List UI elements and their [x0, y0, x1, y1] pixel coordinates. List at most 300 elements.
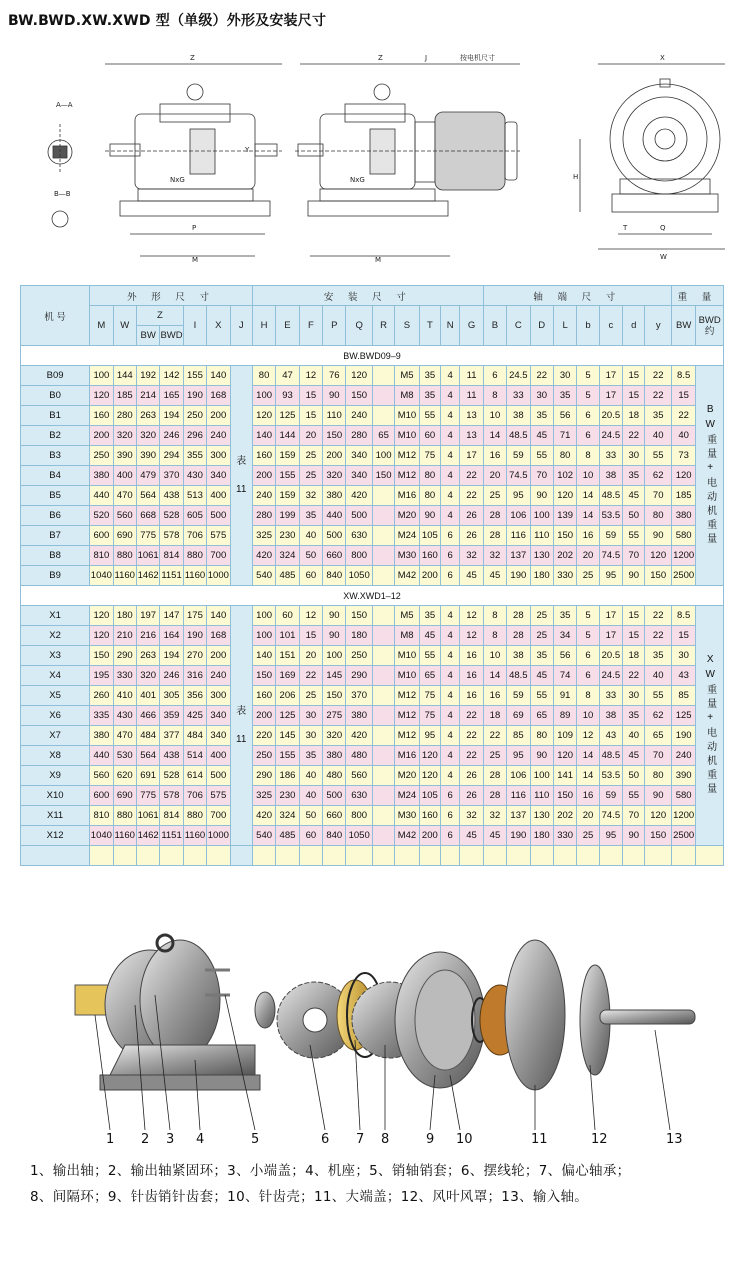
value-cell: 33 [599, 686, 622, 706]
value-cell: 16 [460, 686, 483, 706]
value-cell: 197 [136, 606, 159, 626]
value-cell: 210 [113, 626, 136, 646]
blank-cell [696, 846, 724, 866]
value-cell: 4 [441, 366, 460, 386]
value-cell: 25 [530, 606, 553, 626]
value-cell: 60 [299, 826, 322, 846]
value-cell: 150 [553, 786, 576, 806]
table-row [21, 446, 724, 466]
value-cell: 30 [530, 386, 553, 406]
dim-w: W [660, 253, 667, 261]
value-cell: 33 [507, 386, 530, 406]
value-cell: 5 [577, 366, 599, 386]
dim-h: H [573, 173, 579, 181]
blank-cell [346, 846, 372, 866]
value-cell: 240 [252, 486, 275, 506]
value-cell: 16 [483, 686, 506, 706]
dim-p: P [192, 224, 197, 232]
value-cell: 564 [136, 746, 159, 766]
dim-m: M [192, 256, 199, 264]
value-cell: 12 [460, 626, 483, 646]
model-cell: B0 [21, 386, 90, 406]
value-cell: 206 [276, 686, 299, 706]
value-cell: 80 [419, 486, 440, 506]
model-cell: X4 [21, 666, 90, 686]
value-cell: 275 [323, 706, 346, 726]
parts-legend [30, 1158, 730, 1210]
value-cell: 4 [441, 626, 460, 646]
value-cell: 380 [90, 466, 113, 486]
value-cell: 25 [299, 466, 322, 486]
value-cell: 73 [671, 446, 695, 466]
value-cell: 480 [323, 766, 346, 786]
blank-cell [323, 846, 346, 866]
value-cell: 16 [460, 666, 483, 686]
value-cell: 880 [183, 806, 206, 826]
value-cell: 160 [90, 406, 113, 426]
value-cell: 125 [276, 406, 299, 426]
value-cell: 80 [530, 726, 553, 746]
value-cell [372, 486, 394, 506]
value-cell: 150 [372, 466, 394, 486]
value-cell: 630 [346, 786, 372, 806]
value-cell: 500 [346, 506, 372, 526]
value-cell: 40 [645, 426, 671, 446]
col-j: J [230, 306, 252, 346]
value-cell: 55 [530, 686, 553, 706]
value-cell: 90 [530, 486, 553, 506]
model-cell: B9 [21, 566, 90, 586]
value-cell: 45 [419, 626, 440, 646]
value-cell: 6 [441, 526, 460, 546]
value-cell: 250 [346, 646, 372, 666]
value-cell: 15 [299, 626, 322, 646]
value-cell: 690 [113, 786, 136, 806]
value-cell: 186 [276, 766, 299, 786]
blank-cell [553, 846, 576, 866]
header-install: 安 装 尺 寸 [252, 286, 483, 306]
value-cell: 164 [160, 626, 183, 646]
value-cell: 160 [252, 686, 275, 706]
value-cell: 40 [623, 726, 645, 746]
value-cell: 56 [553, 646, 576, 666]
value-cell: M20 [395, 766, 419, 786]
value-cell: 22 [460, 486, 483, 506]
value-cell: 25 [530, 626, 553, 646]
value-cell: 90 [530, 746, 553, 766]
value-cell: 105 [419, 526, 440, 546]
value-cell: 814 [160, 546, 183, 566]
value-cell: 380 [323, 746, 346, 766]
value-cell: 390 [113, 446, 136, 466]
value-cell: M30 [395, 546, 419, 566]
value-cell: 330 [553, 566, 576, 586]
value-cell: 25 [483, 486, 506, 506]
value-cell: 56 [553, 406, 576, 426]
value-cell: 14 [577, 506, 599, 526]
value-cell: M30 [395, 806, 419, 826]
value-cell: 22 [460, 706, 483, 726]
value-cell: 246 [160, 426, 183, 446]
part-number-12: 12 [591, 1132, 608, 1147]
value-cell: 28 [483, 526, 506, 546]
value-cell: 479 [136, 466, 159, 486]
blank-cell [671, 846, 695, 866]
value-cell: 55 [419, 646, 440, 666]
blank-cell [21, 846, 90, 866]
value-cell: 246 [160, 666, 183, 686]
value-cell: 4 [441, 406, 460, 426]
value-cell: 6 [577, 666, 599, 686]
table-row [21, 486, 724, 506]
blank-cell [113, 846, 136, 866]
value-cell: 2500 [671, 826, 695, 846]
value-cell: 71 [553, 426, 576, 446]
value-cell: 400 [207, 486, 230, 506]
value-cell: 10 [577, 706, 599, 726]
value-cell: M8 [395, 626, 419, 646]
value-cell [372, 386, 394, 406]
table-row [21, 646, 724, 666]
weight-note: BW重量+电动机重量 [696, 366, 724, 586]
value-cell: 192 [136, 366, 159, 386]
value-cell: 377 [160, 726, 183, 746]
part-number-3: 3 [166, 1132, 175, 1147]
model-cell: B4 [21, 466, 90, 486]
table-row [21, 686, 724, 706]
j-column-note: 表 11 [230, 606, 252, 846]
value-cell: 500 [323, 526, 346, 546]
value-cell: 706 [183, 786, 206, 806]
value-cell: 316 [183, 666, 206, 686]
value-cell: 35 [419, 366, 440, 386]
value-cell: 2500 [671, 566, 695, 586]
value-cell: 380 [346, 706, 372, 726]
value-cell: 55 [623, 786, 645, 806]
value-cell: 6 [441, 786, 460, 806]
value-cell: 814 [160, 806, 183, 826]
value-cell: 45 [460, 826, 483, 846]
value-cell: 4 [441, 386, 460, 406]
value-cell: 356 [183, 686, 206, 706]
blank-cell [419, 846, 440, 866]
value-cell: 15 [671, 626, 695, 646]
value-cell: 14 [577, 746, 599, 766]
value-cell: 120 [645, 806, 671, 826]
value-cell: 340 [346, 446, 372, 466]
value-cell: 59 [599, 526, 622, 546]
value-cell: 38 [507, 646, 530, 666]
value-cell: 130 [530, 546, 553, 566]
value-cell: 390 [136, 446, 159, 466]
value-cell: M12 [395, 686, 419, 706]
table-row [21, 826, 724, 846]
value-cell: 359 [160, 706, 183, 726]
series-row-xw [21, 586, 724, 606]
col-q: Q [346, 306, 372, 346]
value-cell: 59 [599, 786, 622, 806]
value-cell: 48.5 [507, 426, 530, 446]
value-cell: 560 [90, 766, 113, 786]
value-cell: 62 [645, 466, 671, 486]
value-cell: 320 [113, 426, 136, 446]
value-cell: 6 [483, 366, 506, 386]
col-s: S [395, 306, 419, 346]
table-row [21, 426, 724, 446]
value-cell: 35 [623, 466, 645, 486]
value-cell: 30 [299, 706, 322, 726]
value-cell: 325 [252, 786, 275, 806]
value-cell: 280 [346, 426, 372, 446]
value-cell [372, 806, 394, 826]
table-row [21, 766, 724, 786]
value-cell: 25 [577, 826, 599, 846]
value-cell: 55 [645, 686, 671, 706]
value-cell: 32 [483, 546, 506, 566]
value-cell: 335 [90, 706, 113, 726]
value-cell: 200 [323, 446, 346, 466]
value-cell: 425 [183, 706, 206, 726]
table-row [21, 386, 724, 406]
value-cell: 24.5 [599, 426, 622, 446]
value-cell: 14 [577, 766, 599, 786]
value-cell: 120 [553, 746, 576, 766]
value-cell: 1040 [90, 826, 113, 846]
value-cell: 141 [553, 766, 576, 786]
value-cell: M16 [395, 746, 419, 766]
value-cell: 45 [530, 666, 553, 686]
value-cell: 16 [460, 646, 483, 666]
col-z-bwd: BWD [160, 326, 183, 346]
value-cell: 195 [90, 666, 113, 686]
value-cell: 22 [645, 366, 671, 386]
blank-cell [577, 846, 599, 866]
value-cell: 40 [645, 666, 671, 686]
value-cell: 95 [599, 566, 622, 586]
value-cell: 45 [623, 746, 645, 766]
col-i: I [183, 306, 206, 346]
value-cell: 324 [276, 546, 299, 566]
value-cell: 380 [323, 486, 346, 506]
dim-m-2: M [375, 256, 382, 264]
value-cell: 14 [577, 486, 599, 506]
value-cell: 160 [419, 806, 440, 826]
exploded-view-svg [55, 925, 705, 1150]
value-cell: 180 [346, 626, 372, 646]
value-cell [372, 726, 394, 746]
value-cell: 4 [441, 486, 460, 506]
value-cell: 370 [346, 686, 372, 706]
value-cell: 130 [530, 806, 553, 826]
value-cell: 1050 [346, 566, 372, 586]
weight-note: XW重量+电动机重量 [696, 606, 724, 846]
value-cell: 35 [530, 646, 553, 666]
col-d-upper: D [530, 306, 553, 346]
value-cell: 100 [530, 766, 553, 786]
value-cell: 13 [460, 426, 483, 446]
motor-size-label: 按电机尺寸 [460, 54, 495, 62]
value-cell: 70 [645, 746, 671, 766]
model-cell: X10 [21, 786, 90, 806]
value-cell: 35 [645, 406, 671, 426]
col-e: E [276, 306, 299, 346]
value-cell: 147 [160, 606, 183, 626]
value-cell: 438 [160, 746, 183, 766]
blank-row [21, 846, 724, 866]
value-cell: 140 [207, 366, 230, 386]
value-cell: 14 [483, 666, 506, 686]
value-cell: 70 [623, 546, 645, 566]
value-cell: 30 [299, 726, 322, 746]
blank-cell [136, 846, 159, 866]
value-cell: 50 [623, 506, 645, 526]
value-cell: 80 [252, 366, 275, 386]
value-cell: 155 [276, 746, 299, 766]
value-cell: 305 [160, 686, 183, 706]
series-label: BW.BWD09–9 [21, 346, 724, 366]
value-cell: 59 [507, 446, 530, 466]
value-cell: 420 [346, 726, 372, 746]
value-cell: 85 [507, 726, 530, 746]
value-cell: 40 [671, 426, 695, 446]
value-cell: 300 [207, 686, 230, 706]
value-cell: 22 [483, 726, 506, 746]
value-cell: 194 [160, 646, 183, 666]
value-cell: 22 [299, 666, 322, 686]
value-cell: 202 [553, 546, 576, 566]
value-cell: 4 [441, 706, 460, 726]
value-cell [372, 786, 394, 806]
value-cell: 15 [299, 386, 322, 406]
value-cell: 53.5 [599, 766, 622, 786]
value-cell: 100 [252, 626, 275, 646]
value-cell: 13 [460, 406, 483, 426]
value-cell: 470 [113, 486, 136, 506]
value-cell: 6 [441, 806, 460, 826]
value-cell: M42 [395, 566, 419, 586]
value-cell: 125 [276, 706, 299, 726]
value-cell: 10 [483, 646, 506, 666]
value-cell: 90 [323, 386, 346, 406]
value-cell: 150 [346, 606, 372, 626]
value-cell: 20 [577, 806, 599, 826]
value-cell: 34 [553, 626, 576, 646]
value-cell: M5 [395, 606, 419, 626]
value-cell: 90 [419, 506, 440, 526]
value-cell: 8 [483, 386, 506, 406]
value-cell: 440 [90, 486, 113, 506]
value-cell: 26 [460, 766, 483, 786]
value-cell: 80 [553, 446, 576, 466]
model-cell: B3 [21, 446, 90, 466]
model-cell: X6 [21, 706, 90, 726]
value-cell: 159 [276, 446, 299, 466]
legend-line-1: 1、输出轴；2、输出轴紧固环；3、小端盖；4、机座；5、销轴销套；6、摆线轮；7、偏心轴承； [30, 1163, 631, 1179]
value-cell: 370 [160, 466, 183, 486]
value-cell: 45 [483, 826, 506, 846]
value-cell: 880 [113, 546, 136, 566]
value-cell: 17 [599, 386, 622, 406]
value-cell: 150 [90, 646, 113, 666]
blank-cell [183, 846, 206, 866]
value-cell: 26 [460, 786, 483, 806]
value-cell: 700 [207, 806, 230, 826]
value-cell: 290 [346, 666, 372, 686]
value-cell: 43 [671, 666, 695, 686]
value-cell: 120 [90, 626, 113, 646]
value-cell: 28 [483, 506, 506, 526]
value-cell: 32 [460, 806, 483, 826]
value-cell: 30 [553, 366, 576, 386]
value-cell: 194 [160, 406, 183, 426]
value-cell: 8 [483, 626, 506, 646]
value-cell: 250 [90, 446, 113, 466]
value-cell: 150 [346, 386, 372, 406]
value-cell: 95 [419, 726, 440, 746]
value-cell: 1061 [136, 546, 159, 566]
model-cell: X8 [21, 746, 90, 766]
part-number-2: 2 [141, 1132, 150, 1147]
value-cell: 150 [645, 566, 671, 586]
value-cell: 564 [136, 486, 159, 506]
value-cell: 76 [323, 366, 346, 386]
value-cell: 24.5 [599, 666, 622, 686]
value-cell: 15 [299, 406, 322, 426]
value-cell: 575 [207, 526, 230, 546]
section-aa-label: A—A [56, 101, 73, 109]
value-cell: 33 [599, 446, 622, 466]
value-cell: 101 [276, 626, 299, 646]
series-label: XW.XWD1–12 [21, 586, 724, 606]
blank-cell [299, 846, 322, 866]
value-cell: 202 [553, 806, 576, 826]
exploded-view [55, 925, 705, 1150]
value-cell: 100 [372, 446, 394, 466]
value-cell: 95 [507, 486, 530, 506]
value-cell: 4 [441, 466, 460, 486]
value-cell: 70 [645, 486, 671, 506]
table-row [21, 786, 724, 806]
col-f: F [299, 306, 322, 346]
value-cell: 200 [252, 466, 275, 486]
value-cell: 40 [299, 786, 322, 806]
part-number-8: 8 [381, 1132, 390, 1147]
value-cell: 120 [553, 486, 576, 506]
value-cell: 320 [136, 426, 159, 446]
value-cell: 45 [623, 486, 645, 506]
col-g: G [460, 306, 483, 346]
value-cell: 630 [346, 526, 372, 546]
value-cell: 59 [507, 686, 530, 706]
value-cell: 165 [160, 386, 183, 406]
value-cell: 160 [419, 546, 440, 566]
value-cell: 880 [113, 806, 136, 826]
value-cell: 528 [160, 766, 183, 786]
value-cell: 90 [323, 606, 346, 626]
value-cell: 65 [372, 426, 394, 446]
value-cell: 840 [323, 566, 346, 586]
value-cell: 10 [577, 466, 599, 486]
value-cell: 575 [207, 786, 230, 806]
part-number-1: 1 [106, 1132, 115, 1147]
value-cell: 22 [623, 666, 645, 686]
value-cell [372, 626, 394, 646]
value-cell: 8.5 [671, 366, 695, 386]
table-row [21, 606, 724, 626]
model-cell: X5 [21, 686, 90, 706]
value-cell: 500 [323, 786, 346, 806]
value-cell: 55 [623, 526, 645, 546]
